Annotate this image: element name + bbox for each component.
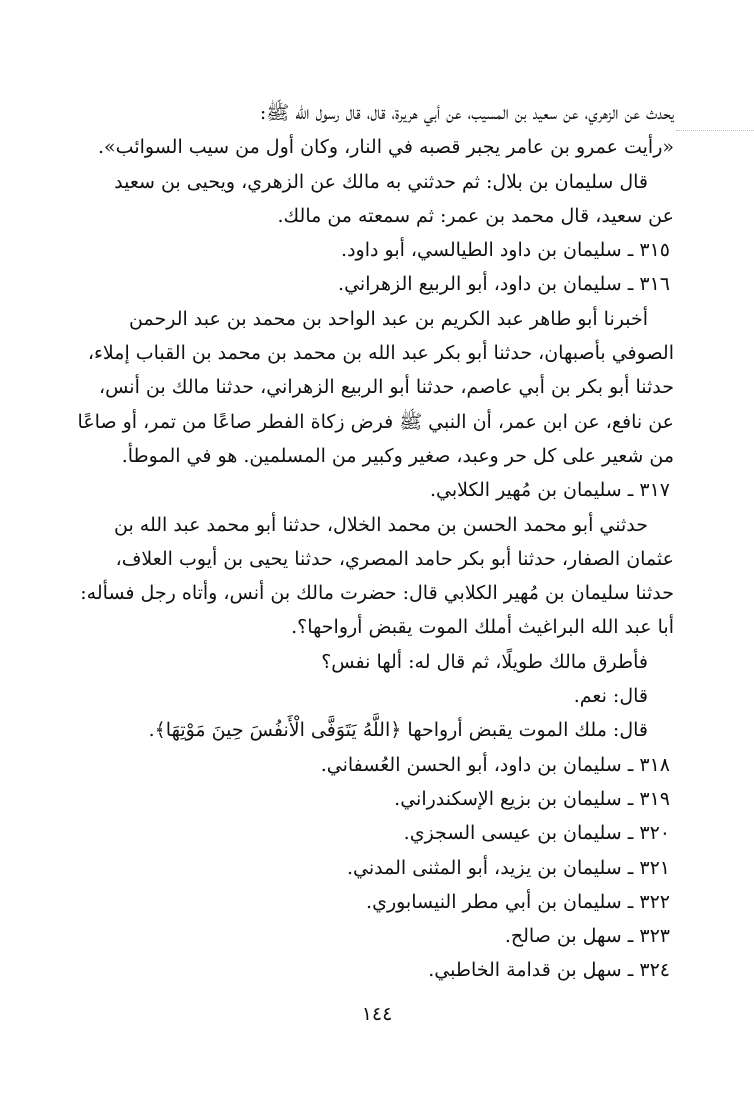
entry-line: ٣١٧ ـ سليمان بن مُهير الكلابي. [429,479,670,502]
text-line: من شعير على كل حر وعبد، صغير وكبير من المسلمين. هو في الموطأ. [121,444,674,467]
text-line: أبا عبد الله البراغيث أملك الموت يقبض أرواحها؟. [291,616,674,639]
text-line: قال سليمان بن بلال: ثم حدثني به مالك عن الزهري، ويحيى بن سعيد [114,170,648,193]
entry-line: ٣٢٤ ـ سهل بن قدامة الخاطبي. [428,959,670,982]
entry-line: ٣٢٠ ـ سليمان بن عيسى السجزي. [403,822,670,845]
page-number: ١٤٤ [361,1003,393,1025]
text-line: قال: ملك الموت يقبض أرواحها ﴿اللَّهُ يَتَوَفَّى الْأَنفُسَ حِينَ مَوْتِهَا﴾. [148,719,648,742]
text-line: يحدث عن الزهري، عن سعيد بن المسيب، عن أبي هريرة، قال، قال رسول الله ﷺ: [259,102,674,124]
entry-line: ٣١٥ ـ سليمان بن داود الطيالسي، أبو داود. [341,239,670,262]
text-line: عثمان الصفار، حدثنا أبو بكر حامد المصري، حدثنا يحيى بن أيوب العلاف، [115,547,674,570]
text-line: حدثنا أبو بكر بن أبي عاصم، حدثنا أبو الربيع الزهراني، حدثنا مالك بن أنس، [98,376,674,399]
entry-line: ٣١٦ ـ سليمان بن داود، أبو الربيع الزهراني. [338,273,670,296]
margin-dotted-mark [676,130,754,132]
entry-line: ٣٢٣ ـ سهل بن صالح. [504,925,670,948]
text-line: عن سعيد، قال محمد بن عمر: ثم سمعته من مالك. [277,204,674,227]
text-line: قال: نعم. [573,685,648,708]
entry-line: ٣٢٢ ـ سليمان بن أبي مطر النيسابوري. [366,890,670,913]
text-line: حدثنا سليمان بن مُهير الكلابي قال: حضرت مالك بن أنس، وأتاه رجل فسأله: [80,582,674,605]
text-line: فأطرق مالك طويلًا، ثم قال له: ألها نفس؟ [321,650,648,673]
text-line: الصوفي بأصبهان، حدثنا أبو بكر عبد الله بن محمد بن محمد بن القباب إملاء، [87,342,674,365]
entry-line: ٣١٩ ـ سليمان بن بزيع الإسكندراني. [394,787,670,810]
text-line: أخبرنا أبو طاهر عبد الكريم بن عبد الواحد بن محمد بن عبد الرحمن [129,307,648,330]
text-line: «رأيت عمرو بن عامر يجبر قصبه في النار، وكان أول من سيب السوائب». [98,136,674,159]
entry-line: ٣١٨ ـ سليمان بن داود، أبو الحسن العُسفاني. [320,753,670,776]
entry-line: ٣٢١ ـ سليمان بن يزيد، أبو المثنى المدني. [347,856,670,879]
text-line: حدثني أبو محمد الحسن بن محمد الخلال، حدثنا أبو محمد عبد الله بن [114,513,648,536]
text-line: عن نافع، عن ابن عمر، أن النبي ﷺ فرض زكاة الفطر صاعًا من تمر، أو صاعًا [77,410,674,433]
page-body [74,96,674,988]
